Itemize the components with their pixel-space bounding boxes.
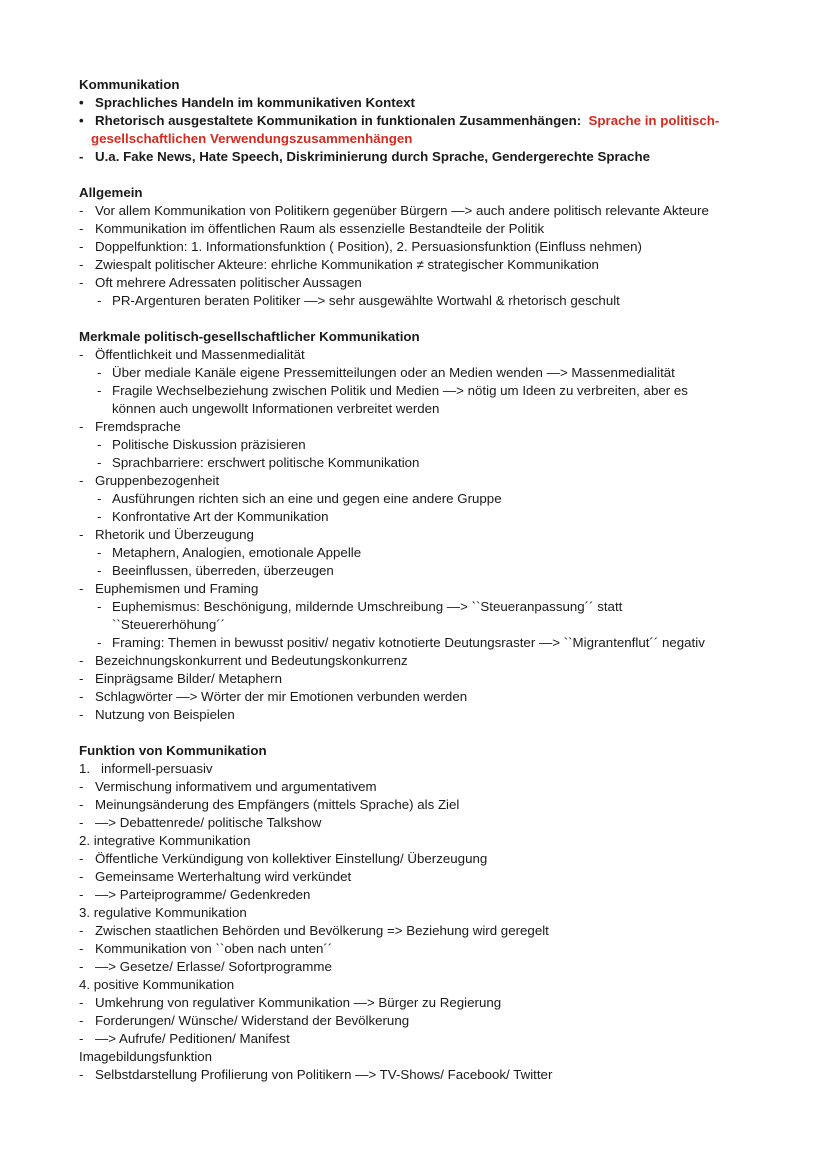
list-item: - Umkehrung von regulativer Kommunikation —> Bürger zu Regierung [79, 995, 502, 1010]
document-page [79, 76, 779, 1084]
highlight-text: gesellschaftlichen Verwendungszusammenhängen [91, 131, 413, 146]
list-item: - Forderungen/ Wünsche/ Widerstand der Bevölkerung [79, 1013, 410, 1028]
sub-list-item-continuation: können auch ungewollt Informationen verbreitet werden [112, 401, 440, 416]
sub-list-item: - Sprachbarriere: erschwert politische Kommunikation [97, 455, 420, 470]
list-item: - —> Debattenrede/ politische Talkshow [79, 815, 322, 830]
list-item: - Öffentlichkeit und Massenmedialität [79, 347, 305, 362]
number-marker: 1. [79, 761, 91, 776]
list-item: - —> Parteiprogramme/ Gedenkreden [79, 887, 311, 902]
list-item: - Gruppenbezogenheit [79, 473, 220, 488]
list-item: - Euphemismen und Framing [79, 581, 259, 596]
list-item: • Sprachliches Handeln im kommunikativen Kontext [79, 95, 415, 110]
list-item: - Oft mehrere Adressaten politischer Aussagen [79, 275, 362, 290]
list-item: - Gemeinsame Werterhaltung wird verkündet [79, 869, 352, 884]
list-item: - Vor allem Kommunikation von Politikern gegenüber Bürgern —> auch andere politisch relevante Akteure [79, 203, 709, 218]
list-item: - Meinungsänderung des Empfängers (mittels Sprache) als Ziel [79, 797, 460, 812]
list-item: - Öffentliche Verkündigung von kollektiver Einstellung/ Überzeugung [79, 851, 488, 866]
sub-list-item: - Ausführungen richten sich an eine und gegen eine andere Gruppe [97, 491, 502, 506]
list-item: - Bezeichnungskonkurrent und Bedeutungskonkurrenz [79, 653, 408, 668]
list-item: - Kommunikation im öffentlichen Raum als essenzielle Bestandteile der Politik [79, 221, 545, 236]
list-item: - Vermischung informativem und argumentativem [79, 779, 377, 794]
numbered-item: Imagebildungsfunktion [79, 1049, 213, 1064]
list-item: - Fremdsprache [79, 419, 181, 434]
sub-list-item: - Metaphern, Analogien, emotionale Appelle [97, 545, 362, 560]
list-item: - Einprägsame Bilder/ Metaphern [79, 671, 282, 686]
list-item: - Schlagwörter —> Wörter der mir Emotionen verbunden werden [79, 689, 468, 704]
sub-list-item: - Beeinflussen, überreden, überzeugen [97, 563, 334, 578]
bullet-marker: • [79, 113, 84, 128]
list-item: - —> Aufrufe/ Peditionen/ Manifest [79, 1031, 290, 1046]
numbered-item: 1. informell-persuasiv [79, 761, 213, 776]
sub-list-item: - Konfrontative Art der Kommunikation [97, 509, 329, 524]
section-title: Kommunikation [79, 77, 180, 92]
numbered-item: 4. positive Kommunikation [79, 977, 235, 992]
section-heading: Funktion von Kommunikation [79, 743, 267, 758]
list-item: - —> Gesetze/ Erlasse/ Sofortprogramme [79, 959, 332, 974]
list-item: - Kommunikation von ``oben nach unten´´ [79, 941, 333, 956]
list-item: - Doppelfunktion: 1. Informationsfunktion ( Position), 2. Persuasionsfunktion (Einfluss nehmen) [79, 239, 642, 254]
sub-list-item: - Fragile Wechselbeziehung zwischen Politik und Medien —> nötig um Ideen zu verbreiten, aber es [97, 383, 688, 398]
list-item: - Selbstdarstellung Profilierung von Politikern —> TV-Shows/ Facebook/ Twitter [79, 1067, 553, 1082]
sub-list-item-continuation: ``Steuererhöhung´´ [112, 617, 226, 632]
sub-list-item: - Politische Diskussion präzisieren [97, 437, 306, 452]
section-heading: Allgemein [79, 185, 143, 200]
sub-list-item: - PR-Argenturen beraten Politiker —> sehr ausgewählte Wortwahl & rhetorisch geschult [97, 293, 620, 308]
list-item: - Nutzung von Beispielen [79, 707, 235, 722]
numbered-item: 3. regulative Kommunikation [79, 905, 247, 920]
list-item: • Rhetorisch ausgestaltete Kommunikation in funktionalen Zusammenhängen: Sprache in politisch- [79, 113, 720, 128]
sub-list-item: - Euphemismus: Beschönigung, mildernde Umschreibung —> ``Steueranpassung´´ statt [97, 599, 623, 614]
list-item-continuation [79, 130, 779, 148]
list-item: - Zwiespalt politischer Akteure: ehrliche Kommunikation ≠ strategischer Kommunikation [79, 257, 599, 272]
highlight-text: Sprache in politisch- [588, 113, 720, 128]
dash-marker: - [79, 149, 84, 164]
section-heading: Merkmale politisch-gesellschaftlicher Kommunikation [79, 329, 420, 344]
list-item: - Zwischen staatlichen Behörden und Bevölkerung => Beziehung wird geregelt [79, 923, 549, 938]
list-item: - U.a. Fake News, Hate Speech, Diskriminierung durch Sprache, Gendergerechte Sprache [79, 149, 650, 164]
bullet-marker: • [79, 95, 84, 110]
sub-list-item: - Über mediale Kanäle eigene Pressemitteilungen oder an Medien wenden —> Massenmedialität [97, 365, 675, 380]
sub-list-item: - Framing: Themen in bewusst positiv/ negativ kotnotierte Deutungsraster —> ``Migrantenflut´´ negativ [97, 635, 705, 650]
numbered-item: 2. integrative Kommunikation [79, 833, 251, 848]
list-item: - Rhetorik und Überzeugung [79, 527, 254, 542]
